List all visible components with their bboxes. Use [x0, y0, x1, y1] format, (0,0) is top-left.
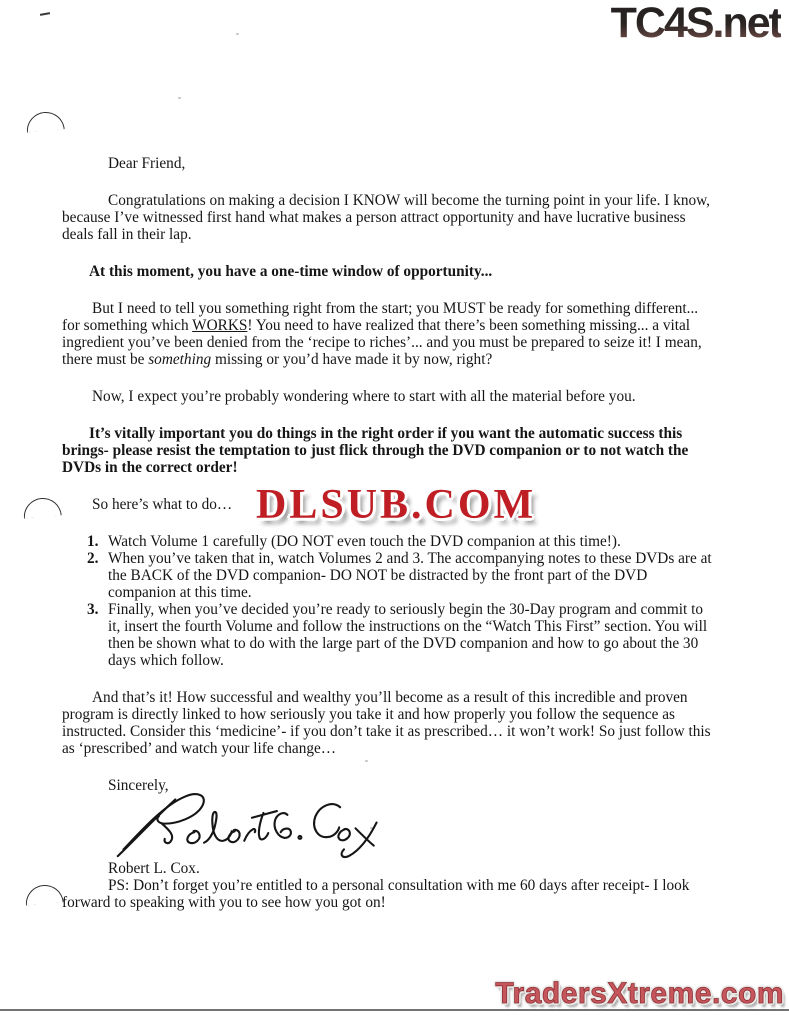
works-paragraph-part-a: But I need to tell you something right from the start; you MUST be ready for something different... for something which: [62, 300, 699, 334]
wondering-paragraph: Now, I expect you’re probably wondering where to start with all the material before you.: [92, 388, 636, 405]
salutation: Dear Friend,: [108, 155, 186, 172]
steps-list: [62, 533, 718, 669]
order-heading: It’s vitally important you do things in the right order if you want the automatic success this brings- please resist the temptation to just flick through the DVD companion or to not watch the DVDs in the correct order!: [62, 425, 689, 476]
scan-dash-mark: [40, 12, 50, 16]
tc4s-logo: TC4S.net: [610, 0, 781, 47]
punch-mark-top: [25, 110, 65, 132]
step-item-2: [87, 550, 718, 601]
works-paragraph: [62, 300, 718, 368]
step-text: Finally, when you’ve decided you’re ready to seriously begin the 30-Day program and commit to it, insert the fourth Volume and follow the instructions on the “Watch This First” section. You will then be shown what to do with the large part of the DVD companion and how to go about the 30 days which follow.: [108, 601, 708, 669]
works-italic-word: something: [148, 351, 212, 368]
intro-paragraph: Congratulations on making a decision I KNOW will become the turning point in your life. I know, because I’ve witnessed first hand what makes a person attract opportunity and have lucrative business deals fall in their lap.: [62, 192, 710, 243]
signature-image: [112, 788, 718, 860]
opportunity-heading: At this moment, you have a one-time window of opportunity...: [89, 263, 493, 280]
dlsub-watermark: DLSUB.COM: [256, 482, 537, 528]
typed-name: Robert L. Cox.: [108, 860, 200, 877]
step-number: 3.: [87, 601, 99, 618]
step-item-1: [87, 533, 718, 550]
works-paragraph-part-b: ! You need to have realized that there’s been something missing... a vital ingredient you’ve been denied from the ‘recipe to riches’... and you must be prepared to seize it! I mean, there must be: [62, 317, 702, 368]
works-paragraph-part-c: missing or you’d have made it by now, right?: [211, 351, 493, 368]
punch-mark-middle: [22, 496, 62, 518]
letter-body: [62, 155, 718, 911]
step-number: 1.: [87, 533, 99, 550]
closing-paragraph: And that’s it! How successful and wealthy you’ll become as a result of this incredible and proven program is directly linked to how seriously you take it and how properly you follow the sequence as instructed. Consider this ‘medicine’- if you don’t take it as prescribed… it won’t work! So just follow this as ‘prescribed’ and watch your life change…: [62, 689, 711, 757]
punch-mark-bottom: [24, 883, 64, 905]
scan-speck: [178, 97, 181, 99]
sign-off: Sincerely,: [108, 777, 169, 794]
scan-speck: [236, 33, 239, 35]
list-intro: So here’s what to do…: [92, 496, 233, 513]
step-item-3: [87, 601, 718, 669]
step-text: When you’ve taken that in, watch Volumes 2 and 3. The accompanying notes to these DVDs are at the BACK of the DVD companion- DO NOT be distracted by the front part of the DVD companion at this time.: [108, 550, 712, 601]
works-underlined-word: WORKS: [192, 317, 248, 334]
tradersxtreme-logo: TradersXtreme.com: [495, 977, 784, 1010]
step-number: 2.: [87, 550, 99, 567]
step-text: Watch Volume 1 carefully (DO NOT even touch the DVD companion at this time!).: [108, 533, 621, 550]
postscript: PS: Don’t forget you’re entitled to a personal consultation with me 60 days after receipt- I look forward to speaking with you to see how you got on!: [62, 877, 690, 911]
